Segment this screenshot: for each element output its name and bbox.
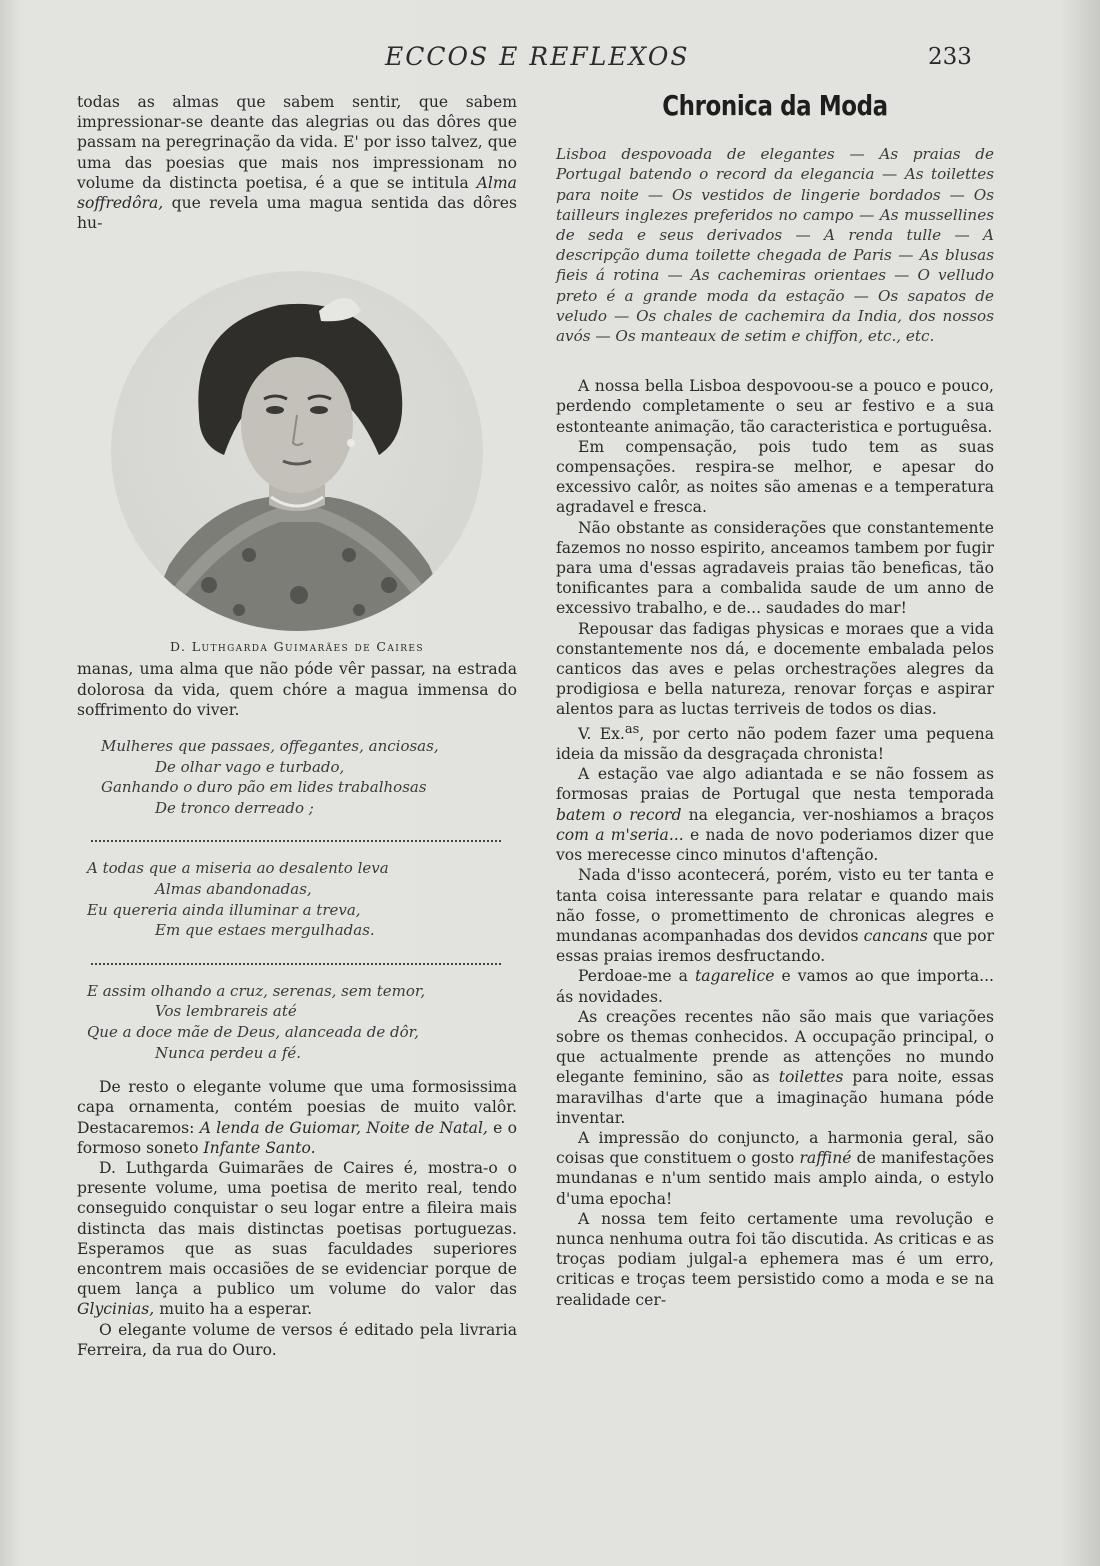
verse-line: Mulheres que passaes, offegantes, anciosas, — [101, 737, 439, 756]
portrait-photo — [99, 265, 495, 637]
article-paragraph: Não obstante as considerações que constantemente fazemos no nosso espirito, anceamos tambem por fugir para uma d'essas agradaveis praias tão beneficas, tão tonificantes para a combalida saude de um anno de excessivo trabalho, e de... saudades do mar! — [556, 518, 994, 618]
article-summary: Lisboa despovoada de elegantes — As praias de Portugal batendo o record da elegancia — As toilettes para noite — Os vestidos de lingerie bordados — Os tailleurs inglezes preferidos no campo — As mussellines de seda e seus derivados — A renda tulle — A descripção duma toilette chegada de Paris — As blusas fieis á rotina — As cachemiras orientaes — O velludo preto é a grande moda da estação — Os sapatos de veludo — Os chales de cachemira da India, dos nossos avós — Os manteaux de setim e chiffon, etc., etc. — [556, 145, 994, 346]
verse-line: Em que estaes mergulhadas. — [155, 921, 375, 940]
volume-paragraph: De resto o elegante volume que uma formosissima capa ornamenta, contém poesias de muito valôr. Destacaremos: A lenda de Guiomar, Noite de Natal, e o formoso soneto Infante Santo. — [77, 1078, 517, 1157]
right-column — [556, 89, 994, 1310]
article-paragraph: A estação vae algo adiantada e se não fossem as formosas praias de Portugal que nesta temporada batem o record na elegancia, ver-noshiamos a braços com a m'seria... e nada de novo poderiamos dizer que vos merecesse cinco minutos d'aftenção. — [556, 765, 994, 865]
running-title: ECCOS E REFLEXOS — [385, 42, 690, 71]
publisher-paragraph: O elegante volume de versos é editado pela livraria Ferreira, da rua do Ouro. — [77, 1320, 517, 1359]
dotted-separator — [91, 840, 501, 842]
poem-stanza-3 — [77, 981, 517, 1063]
article-paragraph: A nossa tem feito certamente uma revolução e nunca nenhuma outra foi tão discutida. As criticas e as troças podiam julgal-a ephemera mas é um erro, criticas e troças teem persistido como a moda e se na realidade cer- — [556, 1209, 994, 1309]
left-column — [77, 92, 517, 1360]
verse-line: De tronco derreado ; — [155, 798, 314, 817]
portrait-caption: D. Luthgarda Guimarães de Caires — [170, 639, 424, 655]
article-paragraph: A impressão do conjuncto, a harmonia geral, são coisas que constituem o gosto raffiné de manifestações mundanas e n'um sentido mais amplo ainda, o estylo d'uma epocha! — [556, 1128, 994, 1208]
poem-stanza-2 — [77, 858, 517, 940]
intro-paragraph: todas as almas que sabem sentir, que sabem impressionar-se deante das alegrias ou das dôres que passam na peregrinação da vida. E' por isso talvez, que uma das poesias que mais nos impressionam no volume da distincta poetisa, é a que se intitula Alma soffredôra, que revela uma magua sentida das dôres hu- — [77, 93, 517, 233]
verse-line: De olhar vago e turbado, — [155, 757, 345, 776]
verse-line: Nunca perdeu a fé. — [155, 1043, 302, 1062]
verse-line: Ganhando o duro pão em lides trabalhosas — [101, 778, 427, 797]
poem-stanza-1 — [77, 736, 517, 818]
verse-line: A todas que a miseria ao desalento leva — [87, 859, 389, 878]
article-paragraph: Perdoae-me a tagarelice e vamos ao que importa... ás novidades. — [556, 967, 994, 1006]
poem-title: Alma soffredôra, — [77, 173, 517, 213]
dotted-separator — [91, 963, 501, 965]
verse-line: Vos lembrareis até — [155, 1002, 297, 1021]
after-portrait-paragraph: manas, uma alma que não póde vêr passar, na estrada dolorosa da vida, quem chóre a magua immensa do soffrimento do viver. — [77, 660, 517, 719]
verse-line: Almas abandonadas, — [155, 880, 312, 898]
portrait-figure — [77, 259, 517, 659]
page-number: 233 — [928, 44, 972, 70]
poetess-paragraph: D. Luthgarda Guimarães de Caires é, mostra-o o presente volume, uma poetisa de merito real, tendo conseguido conquistar o seu logar entre a fileira mais distincta das mais distinctas poetisas portuguezas. Esperamos que as suas faculdades superiores encontrem mais occasiões de se evidenciar porque de quem lança a publico um volume do valor das Glycinias, muito ha a esperar. — [77, 1158, 517, 1319]
verse-line: E assim olhando a cruz, serenas, sem temor, — [87, 981, 426, 1000]
article-title: Chronica da Moda — [662, 89, 888, 122]
article-paragraph: Repousar das fadigas physicas e moraes que a vida constantemente nos dá, e docemente embalada pelos canticos das aves e pelas orchestrações alegres da prodigiosa e bella natureza, renovar forças e aspirar alentos para as luctas terriveis de todos os dias. — [556, 619, 994, 719]
article-paragraph: Nada d'isso acontecerá, porém, visto eu ter tanta e tanta coisa interessante para relatar e quando mais não fosse, o promettimento de chronicas alegres e mundanas acompanhadas dos devidos cancans que por essas praias iremos desfructando. — [556, 866, 994, 966]
article-paragraph: V. Ex.$^{as}$, por certo não podem fazer uma pequena ideia da missão da desgraçada chronista! — [556, 721, 994, 764]
verse-line: Que a doce mãe de Deus, alanceada de dôr, — [87, 1022, 419, 1041]
running-header — [0, 42, 1100, 76]
article-paragraph: A nossa bella Lisboa despovoou-se a pouco e pouco, perdendo completamente o seu ar festivo e a sua estonteante animação, tão caracteristica e portuguêsa. — [556, 377, 994, 436]
article-paragraph: As creações recentes não são mais que variações sobre os themas conhecidos. A occupação principal, o que actualmente prende as attenções no mundo elegante feminino, são as toilettes para noite, essas maravilhas d'arte que a imaginação humana póde inventar. — [556, 1007, 994, 1127]
verse-line: Eu quereria ainda illuminar a treva, — [87, 900, 361, 919]
article-paragraph: Em compensação, pois tudo tem as suas compensações. respira-se melhor, e apesar do excessivo calôr, as noites são amenas e a temperatura agradavel e fresca. — [556, 437, 994, 517]
